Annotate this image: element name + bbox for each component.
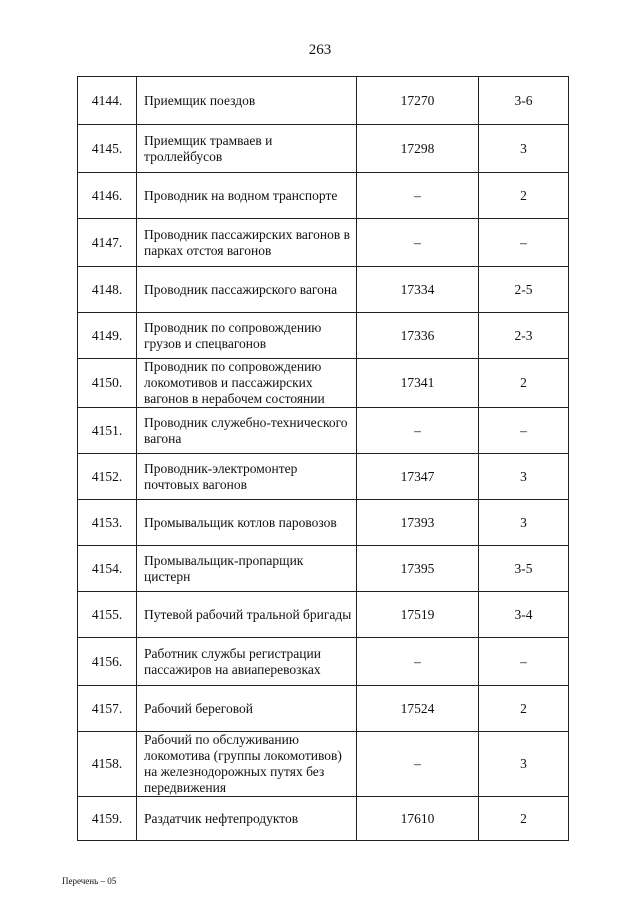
row-profession-name: Промывальщик-пропарщик цистерн <box>137 546 357 592</box>
row-code: 17334 <box>357 267 479 313</box>
row-profession-name: Проводник по сопровождению локомотивов и пассажирских вагонов в нерабочем состоянии <box>137 359 357 408</box>
row-code: 17347 <box>357 454 479 500</box>
row-number: 4159. <box>78 797 137 841</box>
row-grades: 3 <box>479 500 569 546</box>
row-code: – <box>357 173 479 219</box>
table-row <box>78 592 569 638</box>
row-grades: 3-6 <box>479 77 569 125</box>
table-row <box>78 77 569 125</box>
table-row <box>78 359 569 408</box>
table-body <box>78 77 569 841</box>
row-code: 17336 <box>357 313 479 359</box>
row-number: 4147. <box>78 219 137 267</box>
row-code: 17610 <box>357 797 479 841</box>
row-profession-name: Проводник пассажирского вагона <box>137 267 357 313</box>
row-number: 4158. <box>78 732 137 797</box>
row-code: – <box>357 219 479 267</box>
row-number: 4154. <box>78 546 137 592</box>
table-row <box>78 454 569 500</box>
row-number: 4151. <box>78 408 137 454</box>
row-grades: 2 <box>479 359 569 408</box>
row-code: 17395 <box>357 546 479 592</box>
row-number: 4152. <box>78 454 137 500</box>
table-row <box>78 219 569 267</box>
row-grades: 3-4 <box>479 592 569 638</box>
row-profession-name: Рабочий береговой <box>137 686 357 732</box>
row-grades: 3 <box>479 732 569 797</box>
row-number: 4149. <box>78 313 137 359</box>
row-grades: 2-5 <box>479 267 569 313</box>
row-grades: – <box>479 408 569 454</box>
row-grades: – <box>479 219 569 267</box>
row-code: 17524 <box>357 686 479 732</box>
row-number: 4145. <box>78 125 137 173</box>
row-profession-name: Приемщик поездов <box>137 77 357 125</box>
row-number: 4150. <box>78 359 137 408</box>
row-profession-name: Проводник по сопровождению грузов и спецвагонов <box>137 313 357 359</box>
table-row <box>78 408 569 454</box>
row-number: 4155. <box>78 592 137 638</box>
row-grades: 2 <box>479 686 569 732</box>
row-profession-name: Рабочий по обслуживанию локомотива (группы локомотивов) на железнодорожных путях без передвижения <box>137 732 357 797</box>
row-code: – <box>357 408 479 454</box>
row-grades: – <box>479 638 569 686</box>
row-grades: 2-3 <box>479 313 569 359</box>
row-grades: 2 <box>479 797 569 841</box>
table-row <box>78 732 569 797</box>
row-profession-name: Раздатчик нефтепродуктов <box>137 797 357 841</box>
row-grades: 3 <box>479 454 569 500</box>
row-profession-name: Путевой рабочий тральной бригады <box>137 592 357 638</box>
table-row <box>78 313 569 359</box>
row-profession-name: Проводник-электромонтер почтовых вагонов <box>137 454 357 500</box>
row-code: 17270 <box>357 77 479 125</box>
page-number: 263 <box>308 42 332 58</box>
row-profession-name: Промывальщик котлов паровозов <box>137 500 357 546</box>
row-profession-name: Проводник пассажирских вагонов в парках отстоя вагонов <box>137 219 357 267</box>
row-code: – <box>357 638 479 686</box>
row-grades: 2 <box>479 173 569 219</box>
table-row <box>78 500 569 546</box>
profession-table <box>77 76 569 841</box>
row-profession-name: Проводник служебно-технического вагона <box>137 408 357 454</box>
row-number: 4156. <box>78 638 137 686</box>
table-row <box>78 546 569 592</box>
row-code: 17393 <box>357 500 479 546</box>
row-grades: 3 <box>479 125 569 173</box>
table-row <box>78 267 569 313</box>
row-grades: 3-5 <box>479 546 569 592</box>
row-number: 4148. <box>78 267 137 313</box>
table-row <box>78 638 569 686</box>
row-profession-name: Приемщик трамваев и троллейбусов <box>137 125 357 173</box>
row-profession-name: Проводник на водном транспорте <box>137 173 357 219</box>
row-number: 4153. <box>78 500 137 546</box>
table-row <box>78 797 569 841</box>
row-number: 4146. <box>78 173 137 219</box>
row-code: 17341 <box>357 359 479 408</box>
table-row <box>78 686 569 732</box>
row-code: 17298 <box>357 125 479 173</box>
row-number: 4144. <box>78 77 137 125</box>
footer-label: Перечень – 05 <box>62 876 117 886</box>
row-number: 4157. <box>78 686 137 732</box>
row-code: 17519 <box>357 592 479 638</box>
row-code: – <box>357 732 479 797</box>
table-row <box>78 173 569 219</box>
table-row <box>78 125 569 173</box>
row-profession-name: Работник службы регистрации пассажиров на авиаперевозках <box>137 638 357 686</box>
